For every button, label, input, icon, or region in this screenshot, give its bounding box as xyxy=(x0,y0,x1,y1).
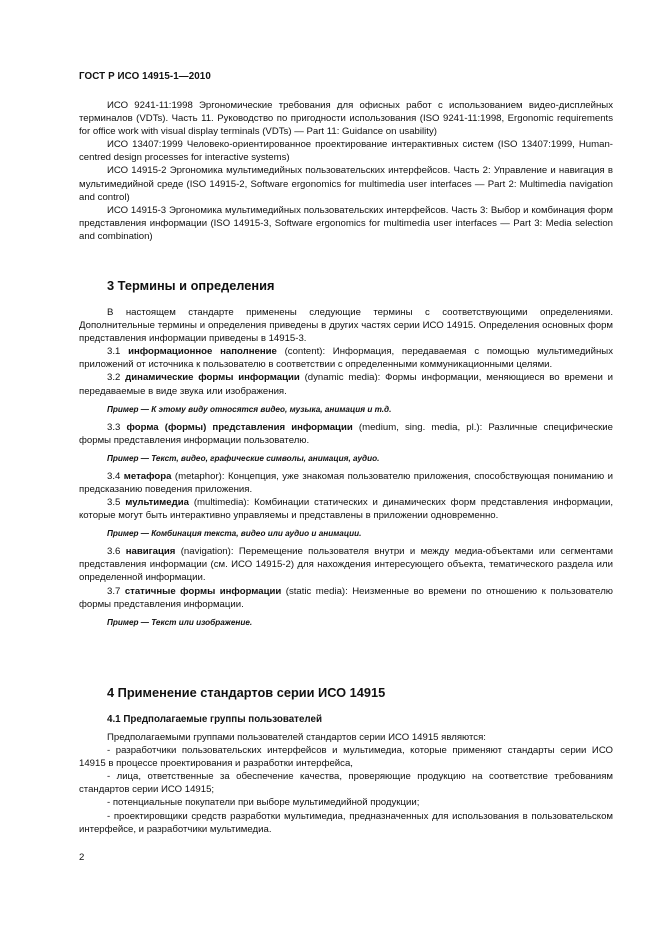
section-4-intro: Предполагаемыми группами пользователей стандартов серии ИСО 14915 являются: xyxy=(107,732,486,743)
term-name: мультимедиа xyxy=(125,497,189,509)
term-example: Пример — Текст, видео, графические символы, анимация, аудио. xyxy=(107,453,380,463)
term-3-2 xyxy=(79,371,613,397)
section-3-title: 3 Термины и определения xyxy=(107,278,275,293)
reference-item: ИСО 9241-11:1998 Эргономические требования для офисных работ с использованием видео-дисплейных терминалов (VDTs). Часть 11. Руководство по пригодности использования (ISO 9241-11:1998, Ergonomic requirements for office work with visual display terminals (VDTs) — Part 11: Guidance on usability) xyxy=(79,100,613,138)
list-item: - разработчики пользовательских интерфейсов и мультимедиа, которые применяют стандарты серии ИСО 14915 в процессе проектирования и разработки интерфейса, xyxy=(79,745,613,770)
section-3-heading-wrap xyxy=(79,278,613,293)
term-3-1 xyxy=(79,345,613,371)
term-definition: (dynamic media): Формы информации, меняющиеся во времени и передаваемые в виде звука или изображения. xyxy=(79,372,613,397)
term-3-5 xyxy=(79,496,613,522)
references-list xyxy=(79,99,613,243)
term-number: 3.2 xyxy=(107,372,121,384)
term-name: метафора xyxy=(123,470,172,482)
term-number: 3.5 xyxy=(107,497,121,509)
term-number: 3.7 xyxy=(107,585,121,597)
term-name: навигация xyxy=(125,546,176,558)
term-3-3 xyxy=(79,421,613,447)
term-name: форма (формы) представления информации xyxy=(126,421,353,433)
term-3-4 xyxy=(79,470,613,496)
term-definition: (medium, sing. media, pl.): Различные специфические формы представления информации пользователю. xyxy=(79,421,614,446)
term-number: 3.4 xyxy=(107,470,121,482)
reference-item: ИСО 13407:1999 Человеко-ориентированное проектирование интерактивных систем (ISO 13407:1999, Human-centred design processes for interactive systems) xyxy=(79,139,613,164)
term-definition: (content): Информация, передаваемая с помощью мультимедийных приложений от источника к пользователю в соответствии с определенными коммуникационными целями. xyxy=(79,346,614,371)
term-example: Пример — Комбинация текста, видео или аудио и анимации. xyxy=(107,529,362,539)
reference-item: ИСО 14915-2 Эргономика мультимедийных пользовательских интерфейсов. Часть 2: Управление и навигация в мультимедийной среде (ISO 14915-2, Software ergonomics for multimedia user interfaces — Part 2: Multimedia navigation and control) xyxy=(79,165,613,203)
term-number: 3.6 xyxy=(107,546,121,558)
section-3-body xyxy=(79,306,613,628)
section-4-heading-wrap xyxy=(79,685,613,700)
term-definition: (multimedia): Комбинации статических и динамических форм представления информации, которые могут быть интерактивно управляемы и представлены в приложении одновременно. xyxy=(79,497,613,522)
section-4-body xyxy=(79,714,613,836)
term-example: Пример — К этому виду относятся видео, музыка, анимация и т.д. xyxy=(107,404,392,414)
term-3-6 xyxy=(79,545,613,584)
document-header: ГОСТ Р ИСО 14915-1—2010 xyxy=(79,71,211,82)
term-number: 3.3 xyxy=(107,421,121,433)
section-3-intro: В настоящем стандарте применены следующие термины с соответствующими определениями. Дополнительные термины и определения приведены в других частях серии ИСО 14915. Определения основных форм представления информации приведены в 14915-3. xyxy=(79,307,613,345)
list-item: - лица, ответственные за обеспечение качества, проверяющие продукцию на соответствие требованиям стандартов серии ИСО 14915; xyxy=(79,771,613,796)
term-name: информационное наполнение xyxy=(128,346,277,358)
list-item: - потенциальные покупатели при выборе мультимедийной продукции; xyxy=(107,797,420,809)
reference-item: ИСО 14915-3 Эргономика мультимедийных пользовательских интерфейсов. Часть 3: Выбор и комбинация форм представления информации (ISO 14915-3, Software ergonomics for multimedia user interfaces — Part 3: Media selection and combination) xyxy=(79,204,613,242)
term-name: динамические формы информации xyxy=(125,372,300,384)
term-name: статичные формы информации xyxy=(124,585,282,597)
section-4-title: 4 Применение стандартов серии ИСО 14915 xyxy=(107,685,386,700)
term-definition: (static media): Неизменные во времени по отношению к пользователю формы представления информации. xyxy=(79,585,613,610)
section-4-1-title: 4.1 Предполагаемые группы пользователей xyxy=(107,714,322,725)
term-number: 3.1 xyxy=(107,346,121,358)
list-item: - проектировщики средств разработки мультимедиа, предназначенных для использования в пользовательском интерфейсе, и разработчики мультимедиа. xyxy=(79,810,613,835)
page-number: 2 xyxy=(79,852,85,863)
term-definition: (metaphor): Концепция, уже знакомая пользователю приложения, способствующая пониманию и предсказанию поведения приложения. xyxy=(79,470,613,495)
term-3-7 xyxy=(79,585,613,611)
term-example: Пример — Текст или изображение. xyxy=(107,617,253,627)
term-definition: (navigation): Перемещение пользователя внутри и между медиа-объектами или сегментами представления информации (см. ИСО 14915-2) для нахождения интересующего объекта, тематического раздела или определенной информации. xyxy=(79,546,613,584)
